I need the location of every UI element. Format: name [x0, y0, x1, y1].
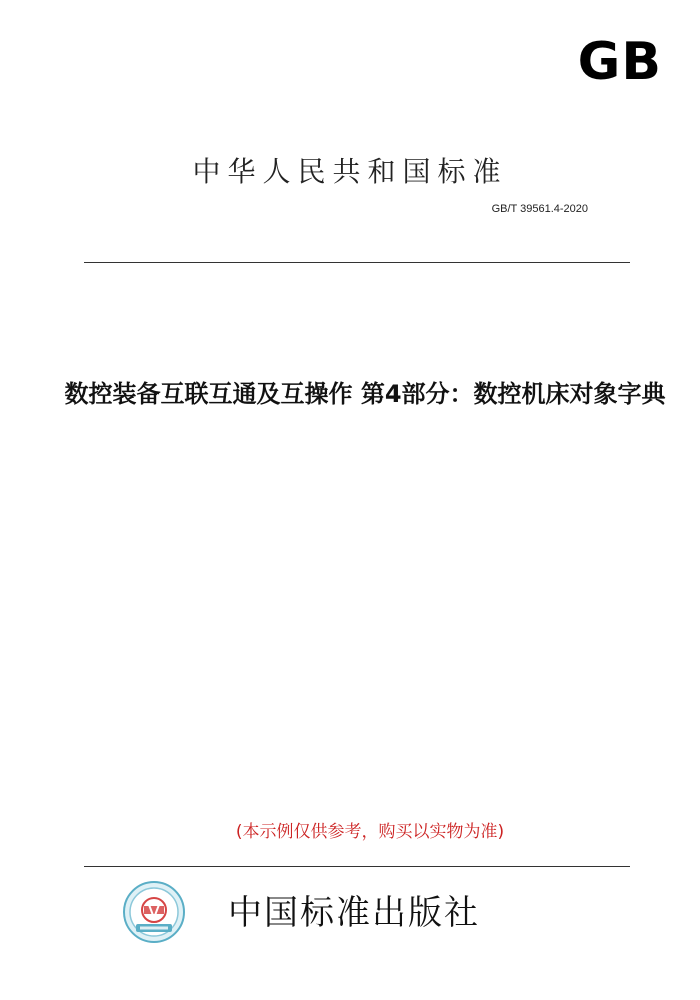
bottom-divider [84, 866, 630, 867]
standard-type-heading: 中华人民共和国标准 [192, 155, 508, 188]
top-divider [84, 262, 630, 263]
standard-number: GB/T 39561.4-2020 [491, 203, 588, 215]
publisher-name: 中国标准出版社 [228, 893, 480, 933]
gb-logo: GB [577, 32, 662, 92]
document-title: 数控装备互联互通及互操作 第4部分：数控机床对象字典 [64, 380, 666, 408]
sample-notice: (本示例仅供参考，购买以实物为准) [235, 822, 505, 842]
publisher-seal-icon [122, 880, 186, 944]
